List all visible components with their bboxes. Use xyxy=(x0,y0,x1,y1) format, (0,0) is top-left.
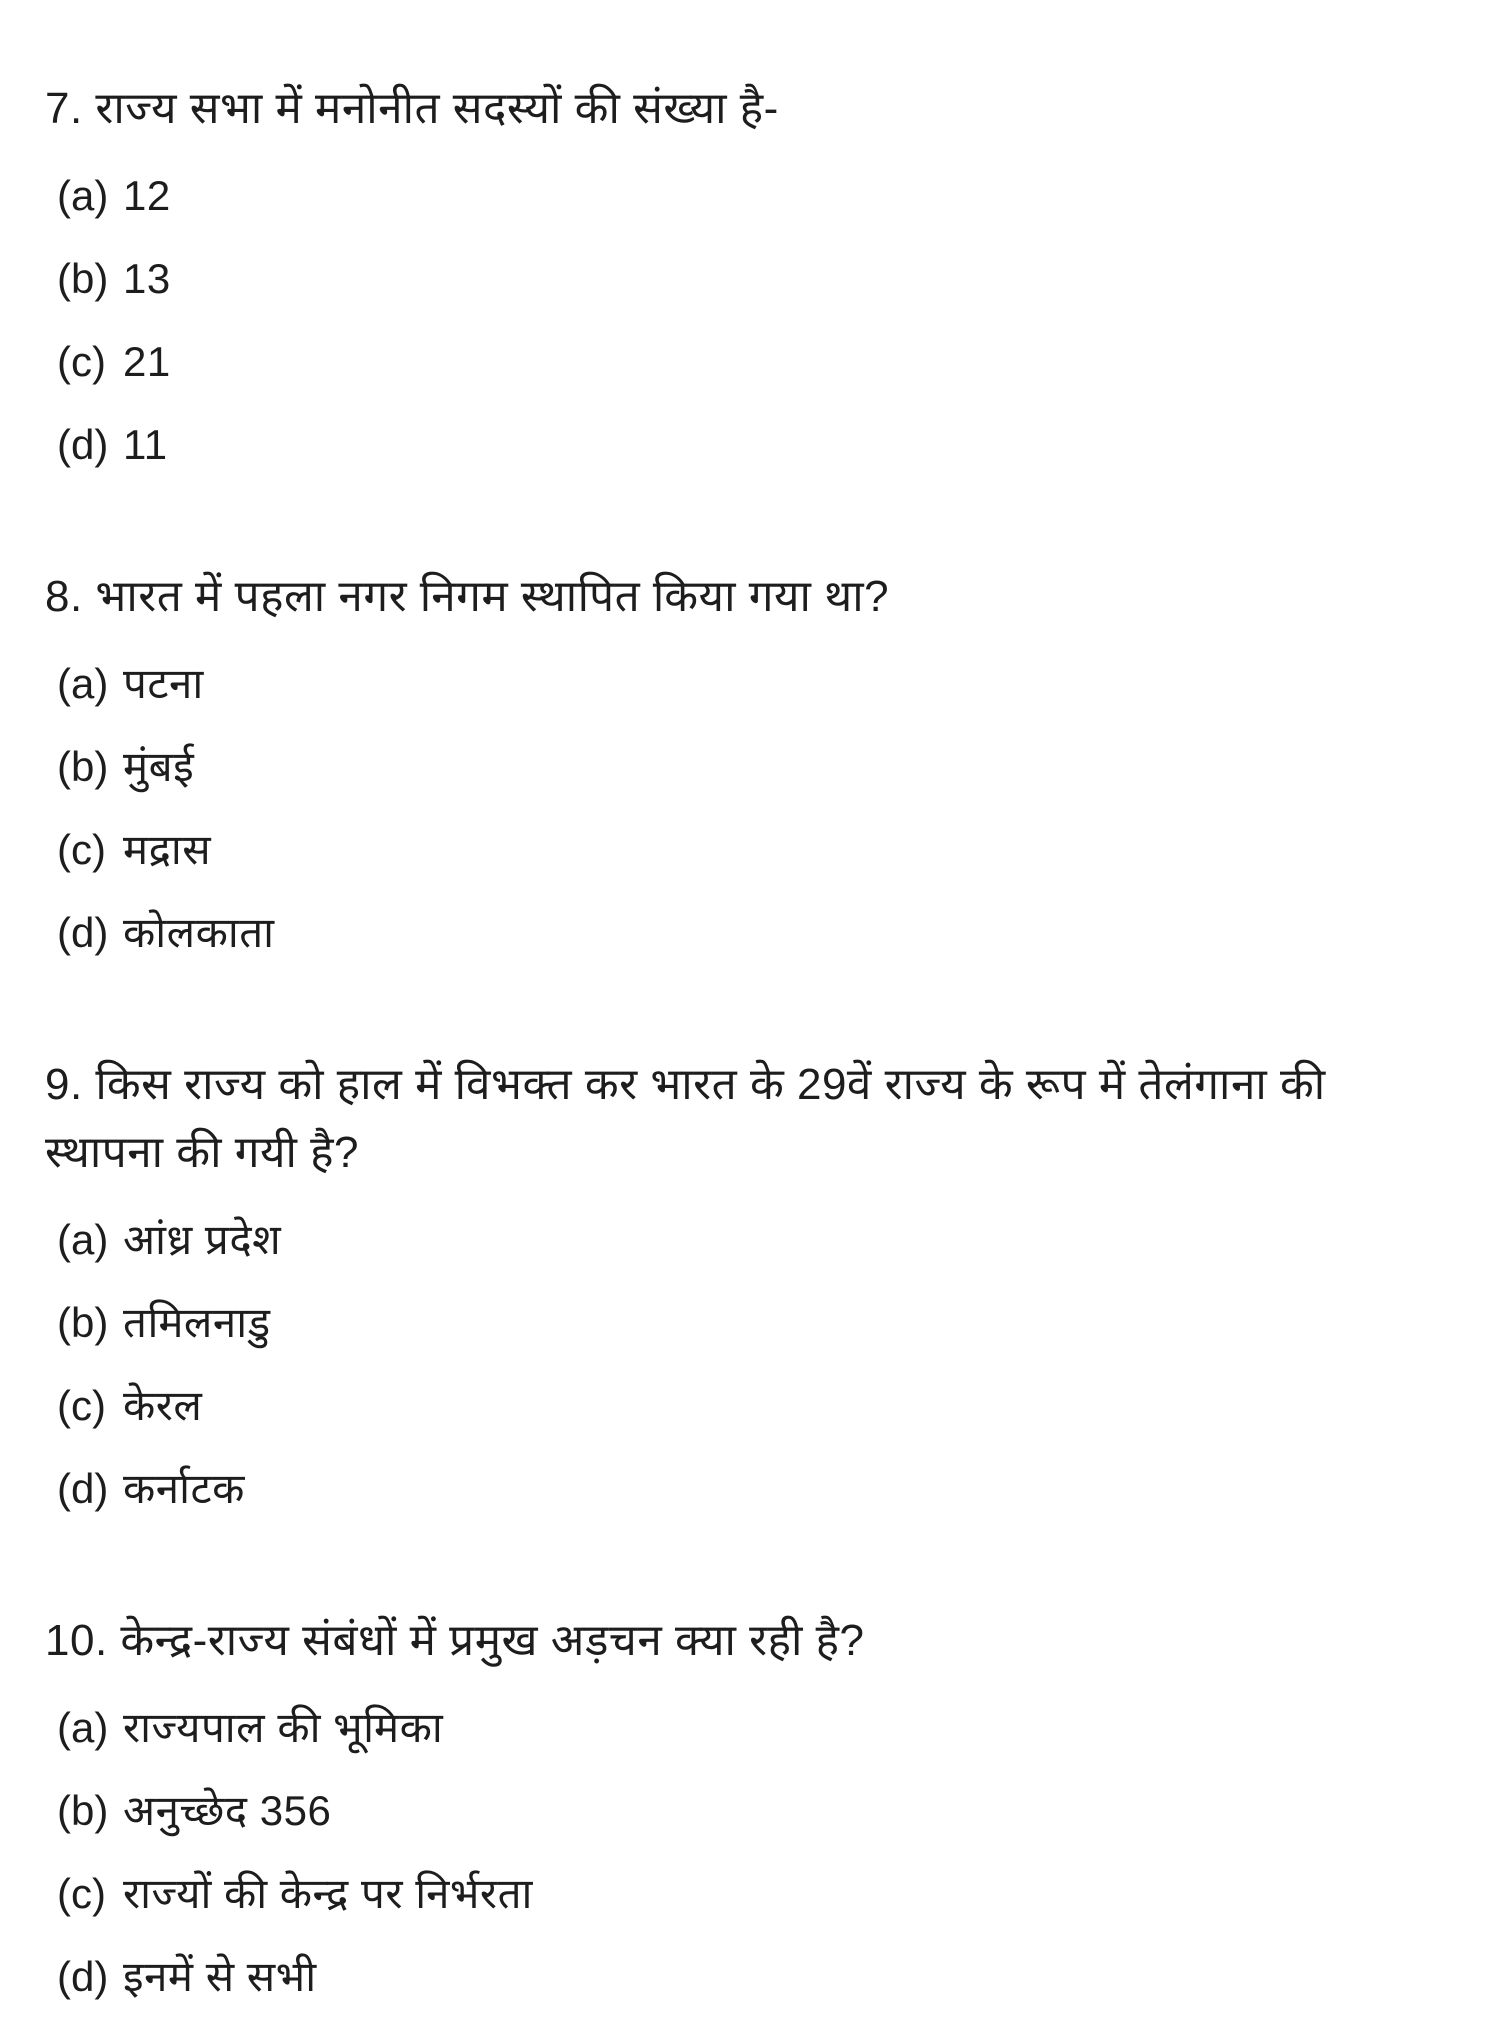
question-8-option-d xyxy=(45,903,1460,963)
option-text: 12 xyxy=(123,172,171,219)
question-10 xyxy=(45,1607,1460,2007)
question-9-option-a xyxy=(45,1210,1460,1270)
question-7-option-a xyxy=(45,166,1460,226)
question-7-option-d xyxy=(45,415,1460,475)
question-9-text-line-2: स्थापना की गयी है? xyxy=(45,1128,359,1177)
option-text: 11 xyxy=(123,421,168,468)
option-letter: (b) xyxy=(57,1299,109,1346)
option-text: इनमें से सभी xyxy=(123,1953,317,2000)
option-letter: (d) xyxy=(57,1953,109,2000)
option-text: अनुच्छेद 356 xyxy=(123,1787,332,1834)
question-9-option-d xyxy=(45,1459,1460,1519)
question-10-option-d xyxy=(45,1947,1460,2007)
question-10-option-a xyxy=(45,1698,1460,1758)
option-letter: (c) xyxy=(57,1382,106,1429)
option-text: मुंबई xyxy=(123,743,195,790)
question-10-option-c xyxy=(45,1864,1460,1924)
question-8-option-b xyxy=(45,737,1460,797)
option-letter: (b) xyxy=(57,1787,109,1834)
option-text: तमिलनाडु xyxy=(123,1299,271,1346)
question-10-text: 10. केन्द्र-राज्य संबंधों में प्रमुख अड़चन क्या रही है? xyxy=(45,1616,865,1665)
question-8-option-a xyxy=(45,654,1460,714)
question-9-option-b xyxy=(45,1293,1460,1353)
option-text: मद्रास xyxy=(123,826,212,873)
question-7-text: 7. राज्य सभा में मनोनीत सदस्यों की संख्या है- xyxy=(45,84,779,133)
option-text: पटना xyxy=(123,660,204,707)
option-text: 13 xyxy=(123,255,171,302)
option-letter: (d) xyxy=(57,421,109,468)
option-text: कर्नाटक xyxy=(123,1465,245,1512)
question-9 xyxy=(45,1051,1460,1519)
option-letter: (a) xyxy=(57,660,109,707)
question-8 xyxy=(45,563,1460,963)
option-letter: (a) xyxy=(57,1704,109,1751)
question-9-option-c xyxy=(45,1376,1460,1436)
question-7-option-b xyxy=(45,249,1460,309)
option-text: केरल xyxy=(123,1382,203,1429)
question-9-text-line-1: 9. किस राज्य को हाल में विभक्त कर भारत के 29वें राज्य के रूप में तेलंगाना की xyxy=(45,1060,1326,1109)
option-letter: (c) xyxy=(57,338,106,385)
question-7-option-c xyxy=(45,332,1460,392)
option-letter: (b) xyxy=(57,743,109,790)
option-text: राज्यों की केन्द्र पर निर्भरता xyxy=(123,1870,533,1917)
option-text: कोलकाता xyxy=(123,909,275,956)
option-letter: (a) xyxy=(57,172,109,219)
option-letter: (d) xyxy=(57,1465,109,1512)
question-7 xyxy=(45,75,1460,475)
option-letter: (b) xyxy=(57,255,109,302)
option-letter: (d) xyxy=(57,909,109,956)
option-text: 21 xyxy=(123,338,171,385)
option-text: आंध्र प्रदेश xyxy=(123,1216,282,1263)
question-8-text: 8. भारत में पहला नगर निगम स्थापित किया गया था? xyxy=(45,572,890,621)
option-letter: (c) xyxy=(57,826,106,873)
option-letter: (a) xyxy=(57,1216,109,1263)
question-10-option-b xyxy=(45,1781,1460,1841)
option-letter: (c) xyxy=(57,1870,106,1917)
option-text: राज्यपाल की भूमिका xyxy=(123,1704,444,1751)
question-8-option-c xyxy=(45,820,1460,880)
